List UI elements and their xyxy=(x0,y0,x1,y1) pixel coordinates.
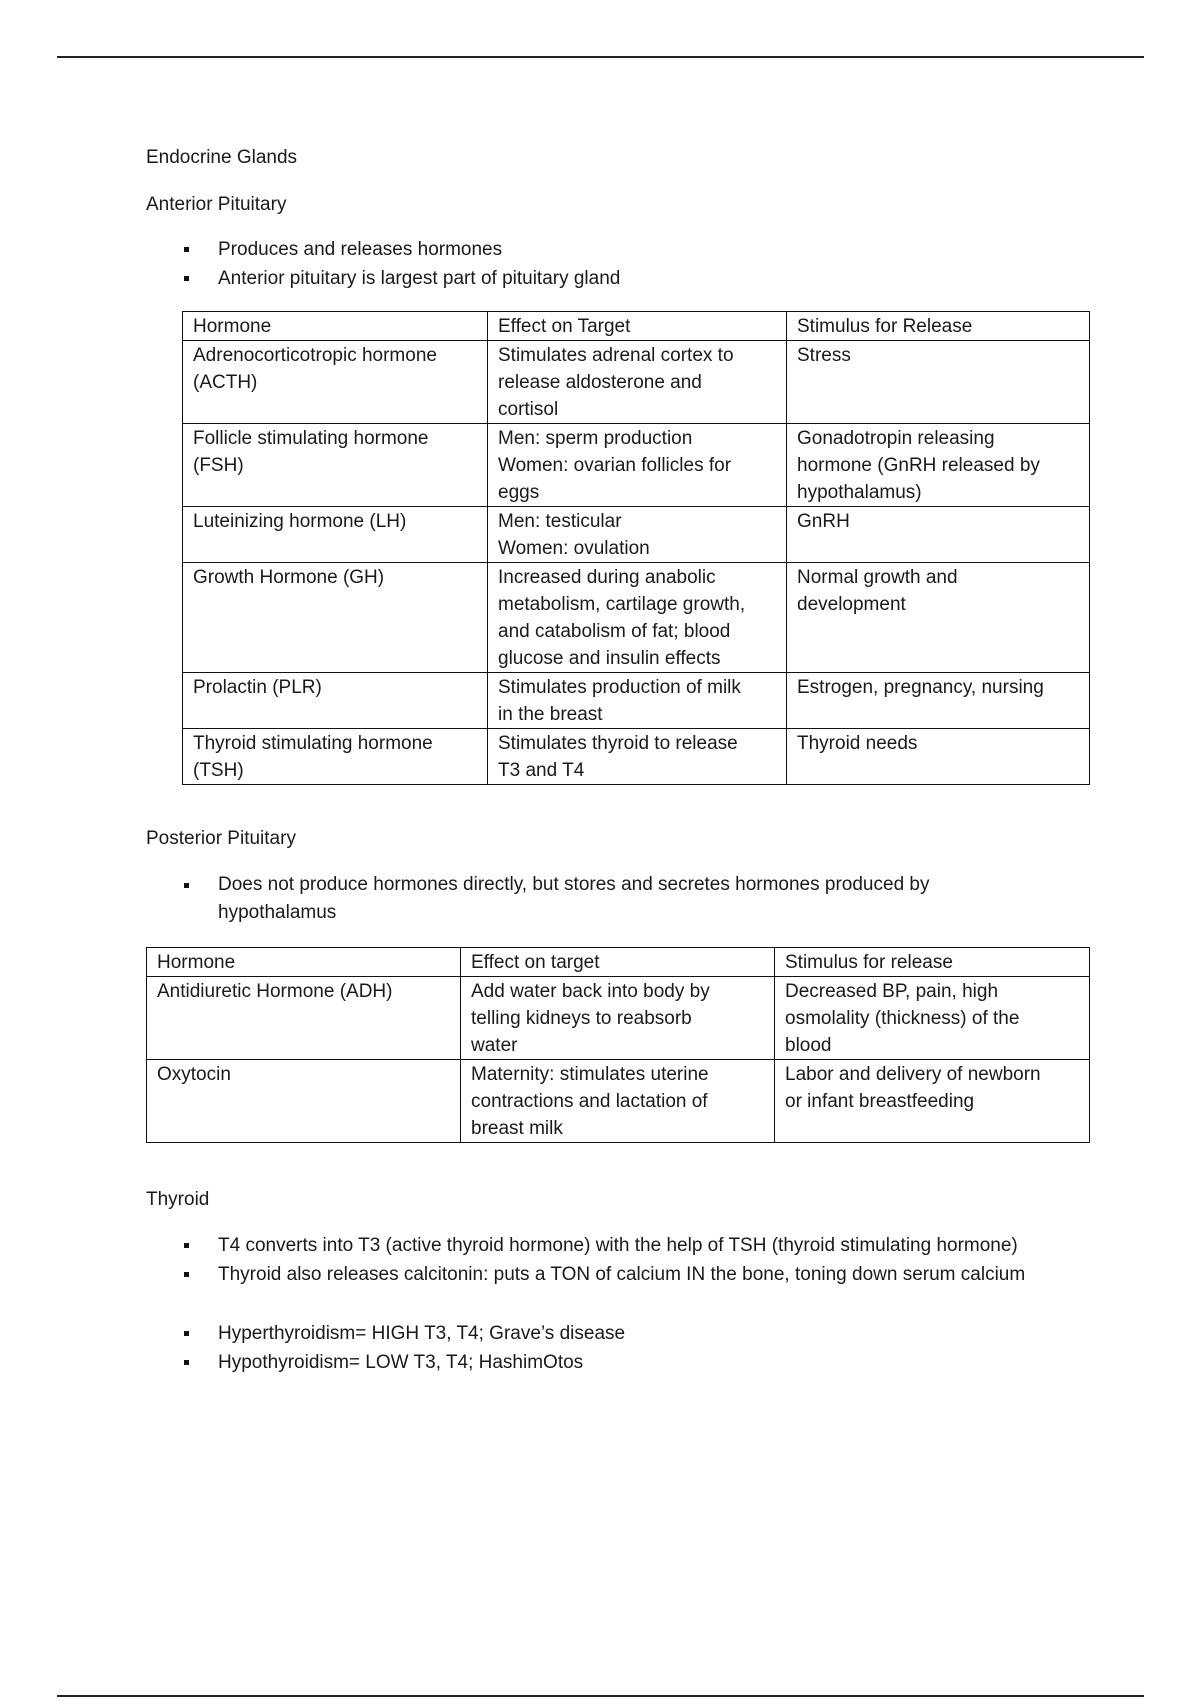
section-heading-posterior: Posterior Pituitary xyxy=(146,828,296,849)
thyroid-bullet-list-1 xyxy=(146,1231,1025,1289)
table-header-row xyxy=(183,312,1090,341)
document-title: Endocrine Glands xyxy=(146,147,298,168)
table-row xyxy=(183,341,1090,424)
square-bullet-icon xyxy=(184,1331,189,1336)
table-cell-stimulus: Thyroid needs xyxy=(787,729,1090,785)
table-row xyxy=(183,424,1090,507)
table-cell-stimulus: Labor and delivery of newborn or infant breastfeeding xyxy=(775,1060,1090,1143)
table-cell-hormone: Adrenocorticotropic hormone (ACTH) xyxy=(183,341,488,424)
column-header-stimulus: Stimulus for release xyxy=(775,948,1090,977)
table-cell-hormone: Antidiuretic Hormone (ADH) xyxy=(147,977,461,1060)
table-cell-effect: Maternity: stimulates uterine contractions and lactation of breast milk xyxy=(461,1060,775,1143)
table-cell-hormone: Thyroid stimulating hormone (TSH) xyxy=(183,729,488,785)
table-cell-effect: Stimulates production of milk in the breast xyxy=(488,673,787,729)
square-bullet-icon xyxy=(184,276,189,281)
footer-rule xyxy=(57,1695,1144,1697)
table-cell-effect: Men: sperm production Women: ovarian follicles for eggs xyxy=(488,424,787,507)
section-heading-thyroid: Thyroid xyxy=(146,1189,210,1210)
table-cell-hormone: Follicle stimulating hormone (FSH) xyxy=(183,424,488,507)
table-cell-effect: Stimulates thyroid to release T3 and T4 xyxy=(488,729,787,785)
table-cell-effect: Men: testicular Women: ovulation xyxy=(488,507,787,563)
column-header-hormone: Hormone xyxy=(147,948,461,977)
table-cell-effect: Add water back into body by telling kidneys to reabsorb water xyxy=(461,977,775,1060)
thyroid-bullet-list-2 xyxy=(146,1319,625,1377)
table-cell-stimulus: Normal growth and development xyxy=(787,563,1090,673)
table-cell-stimulus: Estrogen, pregnancy, nursing xyxy=(787,673,1090,729)
table-row xyxy=(183,729,1090,785)
table-cell-hormone: Growth Hormone (GH) xyxy=(183,563,488,673)
column-header-stimulus: Stimulus for Release xyxy=(787,312,1090,341)
list-item: Does not produce hormones directly, but stores and secretes hormones produced by hypothalamus xyxy=(146,871,929,927)
list-item: Anterior pituitary is largest part of pituitary gland xyxy=(146,264,620,293)
table-row xyxy=(183,673,1090,729)
table-row xyxy=(183,507,1090,563)
anterior-bullet-list xyxy=(146,235,620,293)
square-bullet-icon xyxy=(184,883,189,888)
table-cell-stimulus: Gonadotropin releasing hormone (GnRH released by hypothalamus) xyxy=(787,424,1090,507)
table-row xyxy=(183,563,1090,673)
table-header-row xyxy=(147,948,1090,977)
column-header-effect: Effect on Target xyxy=(488,312,787,341)
square-bullet-icon xyxy=(184,1243,189,1248)
list-item: Thyroid also releases calcitonin: puts a TON of calcium IN the bone, toning down serum calcium xyxy=(146,1260,1025,1289)
table-cell-effect: Increased during anabolic metabolism, cartilage growth, and catabolism of fat; blood glucose and insulin effects xyxy=(488,563,787,673)
section-heading-anterior: Anterior Pituitary xyxy=(146,194,287,215)
table-cell-hormone: Oxytocin xyxy=(147,1060,461,1143)
table-cell-effect: Stimulates adrenal cortex to release aldosterone and cortisol xyxy=(488,341,787,424)
header-rule xyxy=(57,56,1144,58)
square-bullet-icon xyxy=(184,247,189,252)
posterior-pituitary-table xyxy=(146,947,1090,1143)
list-item: T4 converts into T3 (active thyroid hormone) with the help of TSH (thyroid stimulating hormone) xyxy=(146,1231,1025,1260)
list-item: Produces and releases hormones xyxy=(146,235,620,264)
list-item: Hypothyroidism= LOW T3, T4; HashimOtos xyxy=(146,1348,625,1377)
table-cell-stimulus: Decreased BP, pain, high osmolality (thickness) of the blood xyxy=(775,977,1090,1060)
table-cell-hormone: Prolactin (PLR) xyxy=(183,673,488,729)
square-bullet-icon xyxy=(184,1272,189,1277)
table-row xyxy=(147,977,1090,1060)
square-bullet-icon xyxy=(184,1360,189,1365)
column-header-effect: Effect on target xyxy=(461,948,775,977)
table-cell-stimulus: Stress xyxy=(787,341,1090,424)
table-cell-hormone: Luteinizing hormone (LH) xyxy=(183,507,488,563)
posterior-bullet-list xyxy=(146,871,929,927)
table-cell-stimulus: GnRH xyxy=(787,507,1090,563)
list-item: Hyperthyroidism= HIGH T3, T4; Grave’s disease xyxy=(146,1319,625,1348)
table-row xyxy=(147,1060,1090,1143)
column-header-hormone: Hormone xyxy=(183,312,488,341)
anterior-pituitary-table xyxy=(182,311,1090,785)
